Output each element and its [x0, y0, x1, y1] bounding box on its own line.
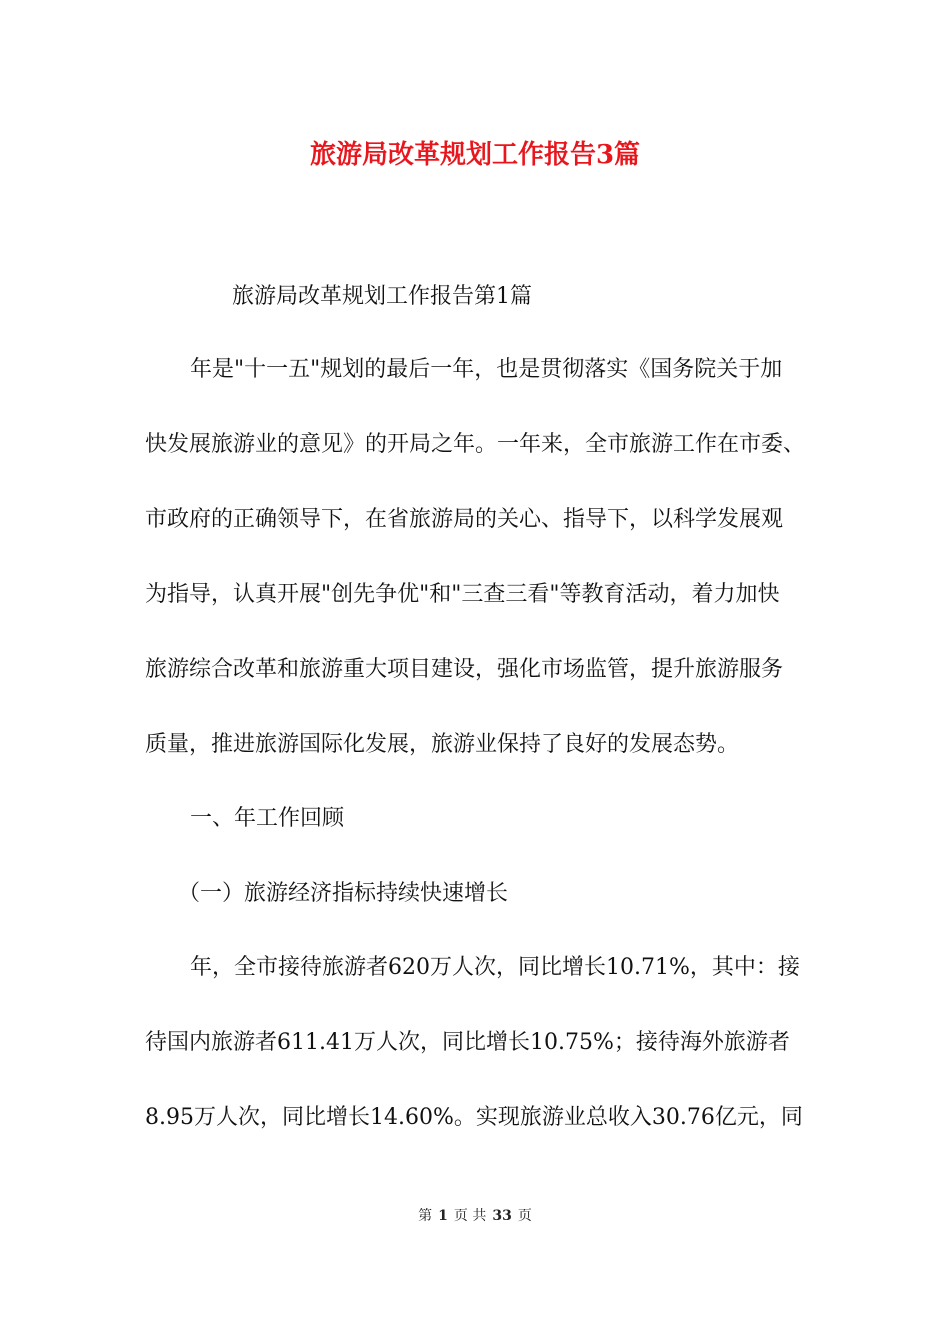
footer-middle: 页 共 [453, 1208, 487, 1224]
paragraph-line: 质量，推进旅游国际化发展，旅游业保持了良好的发展态势。 [145, 732, 740, 757]
document-title: 旅游局改革规划工作报告3篇 [309, 140, 641, 170]
footer-total-pages: 33 [492, 1208, 512, 1224]
footer-prefix: 第 [418, 1208, 433, 1224]
paragraph-line: 快发展旅游业的意见》的开局之年。一年来，全市旅游工作在市委、 [145, 432, 806, 457]
subtitle-line: 旅游局改革规划工作报告第1篇 [232, 284, 532, 309]
paragraph-line: 市政府的正确领导下，在省旅游局的关心、指导下，以科学发展观 [145, 507, 784, 532]
page-footer [0, 1206, 950, 1226]
paragraph-line: 旅游综合改革和旅游重大项目建设，强化市场监管，提升旅游服务 [145, 657, 784, 682]
footer-suffix: 页 [517, 1208, 532, 1224]
paragraph-line: 8.95万人次，同比增长14.60%。实现旅游业总收入30.76亿元，同 [145, 1105, 803, 1130]
paragraph-line: 年，全市接待旅游者620万人次，同比增长10.71%，其中：接 [190, 955, 800, 980]
paragraph-line: 待国内旅游者611.41万人次，同比增长10.75%；接待海外旅游者 [145, 1030, 790, 1055]
subsection-heading: （一）旅游经济指标持续快速增长 [178, 881, 509, 906]
paragraph-line: 为指导，认真开展"创先争优"和"三查三看"等教育活动，着力加快 [145, 582, 780, 607]
section-heading: 一、年工作回顾 [190, 806, 345, 831]
footer-current-page: 1 [438, 1208, 448, 1224]
paragraph-line: 年是"十一五"规划的最后一年，也是贯彻落实《国务院关于加 [190, 357, 783, 382]
